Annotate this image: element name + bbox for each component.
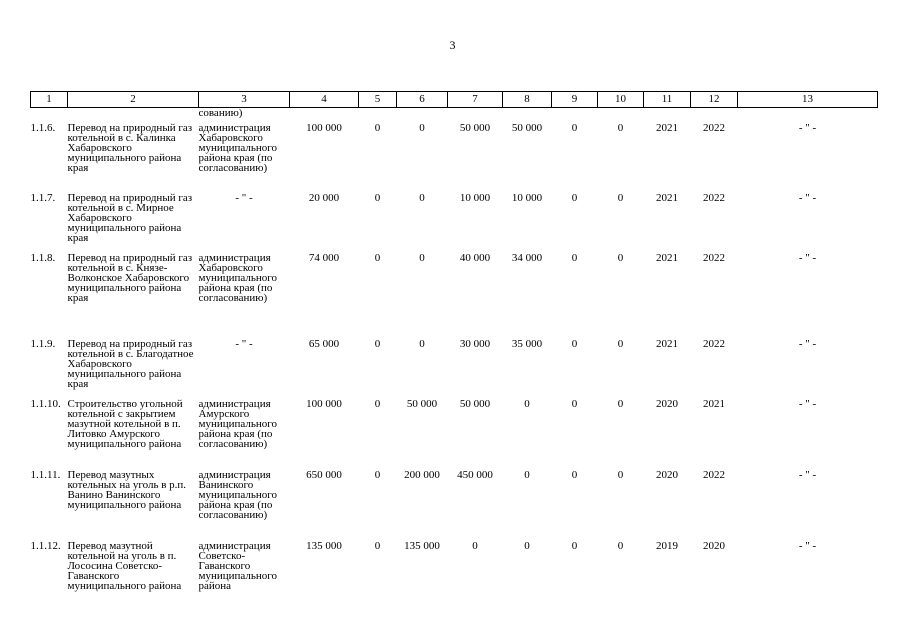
cell-col10: 0 bbox=[617, 540, 624, 552]
cell-col5: 0 bbox=[374, 192, 381, 204]
cell-col6: 135 000 bbox=[404, 540, 440, 552]
table-row bbox=[31, 253, 878, 339]
cell-col7: 50 000 bbox=[459, 398, 491, 410]
row-code: 1.1.6. bbox=[30, 122, 56, 134]
cell-col13: - " - bbox=[798, 122, 817, 134]
cell-col6: 0 bbox=[419, 122, 425, 134]
cell-col9: 0 bbox=[571, 540, 578, 552]
cell-col9: 0 bbox=[571, 469, 578, 481]
cell-end-year: 2022 bbox=[703, 338, 725, 350]
cell-col8: 0 bbox=[524, 398, 530, 410]
cell-col13: - " - bbox=[798, 338, 817, 350]
cell-end-year: 2021 bbox=[703, 398, 725, 410]
cell-start-year: 2021 bbox=[656, 252, 678, 264]
cell-col7: 40 000 bbox=[459, 252, 491, 264]
header-cell: 2 bbox=[68, 92, 199, 108]
cell-end-year: 2022 bbox=[703, 469, 725, 481]
row-name: Перевод мазутной котельной на уголь в п. Лососина Советско-Гаванского муниципального района bbox=[67, 540, 182, 592]
cell-col13: - " - bbox=[798, 469, 817, 481]
cell-start-year: 2020 bbox=[656, 469, 678, 481]
row-name: Перевод на природный газ котельной в с. Благодатное Хабаровского муниципального района края bbox=[67, 338, 194, 390]
cell-col13: - " - bbox=[798, 192, 817, 204]
header-cell: 1 bbox=[31, 92, 68, 108]
row-name: Перевод на природный газ котельной в с. Калинка Хабаровского муниципального района края bbox=[67, 122, 193, 174]
cell-col10: 0 bbox=[617, 469, 624, 481]
row-code: 1.1.9. bbox=[30, 338, 56, 350]
cell-col5: 0 bbox=[374, 122, 381, 134]
cell-col9: 0 bbox=[571, 122, 578, 134]
continuation-row bbox=[31, 108, 878, 124]
cell-col7: 0 bbox=[472, 540, 478, 552]
cell-col6: 0 bbox=[419, 338, 425, 350]
row-code: 1.1.10. bbox=[30, 398, 61, 410]
table-row bbox=[31, 339, 878, 399]
cell-end-year: 2022 bbox=[703, 252, 725, 264]
row-name: Строительство угольной котельной с закрытием мазутной котельной в п. Литовко Амурского муниципального района bbox=[67, 398, 183, 450]
cell-col7: 450 000 bbox=[457, 469, 493, 481]
cell-col8: 35 000 bbox=[511, 338, 543, 350]
cell-col6: 0 bbox=[419, 192, 425, 204]
cell-col9: 0 bbox=[571, 398, 578, 410]
cell-start-year: 2021 bbox=[656, 338, 678, 350]
cell-col9: 0 bbox=[571, 338, 578, 350]
header-cell: 6 bbox=[397, 92, 448, 108]
cell-col10: 0 bbox=[617, 338, 624, 350]
cell-total: 65 000 bbox=[308, 338, 340, 350]
table-row bbox=[31, 193, 878, 253]
header-cell: 12 bbox=[691, 92, 738, 108]
cell-col8: 0 bbox=[524, 540, 530, 552]
continuation-text: сованию) bbox=[198, 107, 243, 119]
header-cell: 7 bbox=[448, 92, 503, 108]
row-executor: - " - bbox=[235, 338, 253, 350]
program-table bbox=[30, 91, 878, 599]
row-name: Перевод на природный газ котельной в с. Князе-Волконское Хабаровского муниципального района края bbox=[67, 252, 193, 304]
table-row bbox=[31, 541, 878, 599]
cell-col10: 0 bbox=[617, 252, 624, 264]
cell-end-year: 2022 bbox=[703, 122, 725, 134]
cell-col13: - " - bbox=[798, 398, 817, 410]
row-executor: администрация Хабаровского муниципального района края (по согласованию) bbox=[198, 122, 278, 174]
cell-col8: 10 000 bbox=[511, 192, 543, 204]
cell-col13: - " - bbox=[798, 540, 817, 552]
cell-col7: 10 000 bbox=[459, 192, 491, 204]
row-code: 1.1.8. bbox=[30, 252, 56, 264]
page-number: 3 bbox=[449, 38, 456, 52]
table-row bbox=[31, 399, 878, 470]
cell-col8: 34 000 bbox=[511, 252, 543, 264]
cell-col8: 50 000 bbox=[511, 122, 543, 134]
header-cell: 13 bbox=[738, 92, 878, 108]
cell-col6: 0 bbox=[419, 252, 425, 264]
cell-start-year: 2019 bbox=[656, 540, 678, 552]
row-executor: администрация Хабаровского муниципального района края (по согласованию) bbox=[198, 252, 278, 304]
cell-end-year: 2020 bbox=[703, 540, 725, 552]
header-cell: 5 bbox=[359, 92, 397, 108]
cell-total: 74 000 bbox=[308, 252, 340, 264]
cell-total: 100 000 bbox=[306, 398, 342, 410]
header-cell: 8 bbox=[503, 92, 552, 108]
cell-total: 135 000 bbox=[306, 540, 342, 552]
cell-start-year: 2020 bbox=[656, 398, 678, 410]
header-cell: 10 bbox=[598, 92, 644, 108]
cell-col5: 0 bbox=[374, 469, 381, 481]
cell-col8: 0 bbox=[524, 469, 530, 481]
cell-col6: 200 000 bbox=[404, 469, 440, 481]
cell-col5: 0 bbox=[374, 252, 381, 264]
row-code: 1.1.11. bbox=[30, 469, 61, 481]
table-row bbox=[31, 123, 878, 193]
cell-col7: 50 000 bbox=[459, 122, 491, 134]
cell-col6: 50 000 bbox=[406, 398, 438, 410]
cell-col10: 0 bbox=[617, 122, 624, 134]
table-row bbox=[31, 470, 878, 541]
header-cell: 9 bbox=[552, 92, 598, 108]
cell-total: 20 000 bbox=[308, 192, 340, 204]
cell-col9: 0 bbox=[571, 192, 578, 204]
row-name: Перевод на природный газ котельной в с. Мирное Хабаровского муниципального района края bbox=[67, 192, 193, 244]
row-executor: администрация Советско-Гаванского муниципального района bbox=[198, 540, 278, 592]
cell-end-year: 2022 bbox=[703, 192, 725, 204]
row-executor: администрация Ванинского муниципального района края (по согласованию) bbox=[198, 469, 278, 521]
cell-col13: - " - bbox=[798, 252, 817, 264]
cell-col5: 0 bbox=[374, 338, 381, 350]
header-cell: 3 bbox=[199, 92, 290, 108]
cell-col5: 0 bbox=[374, 398, 381, 410]
cell-start-year: 2021 bbox=[656, 122, 678, 134]
header-cell: 4 bbox=[290, 92, 359, 108]
header-cell: 11 bbox=[644, 92, 691, 108]
row-code: 1.1.12. bbox=[30, 540, 61, 552]
cell-col5: 0 bbox=[374, 540, 381, 552]
cell-start-year: 2021 bbox=[656, 192, 678, 204]
header-row bbox=[31, 92, 878, 108]
cell-col7: 30 000 bbox=[459, 338, 491, 350]
row-code: 1.1.7. bbox=[30, 192, 56, 204]
cell-total: 100 000 bbox=[306, 122, 342, 134]
cell-col10: 0 bbox=[617, 398, 624, 410]
row-name: Перевод мазутных котельных на уголь в р.п. Ванино Ванинского муниципального района bbox=[67, 469, 187, 511]
cell-col10: 0 bbox=[617, 192, 624, 204]
cell-total: 650 000 bbox=[306, 469, 342, 481]
row-executor: - " - bbox=[235, 192, 253, 204]
cell-col9: 0 bbox=[571, 252, 578, 264]
row-executor: администрация Амурского муниципального района края (по согласованию) bbox=[198, 398, 278, 450]
